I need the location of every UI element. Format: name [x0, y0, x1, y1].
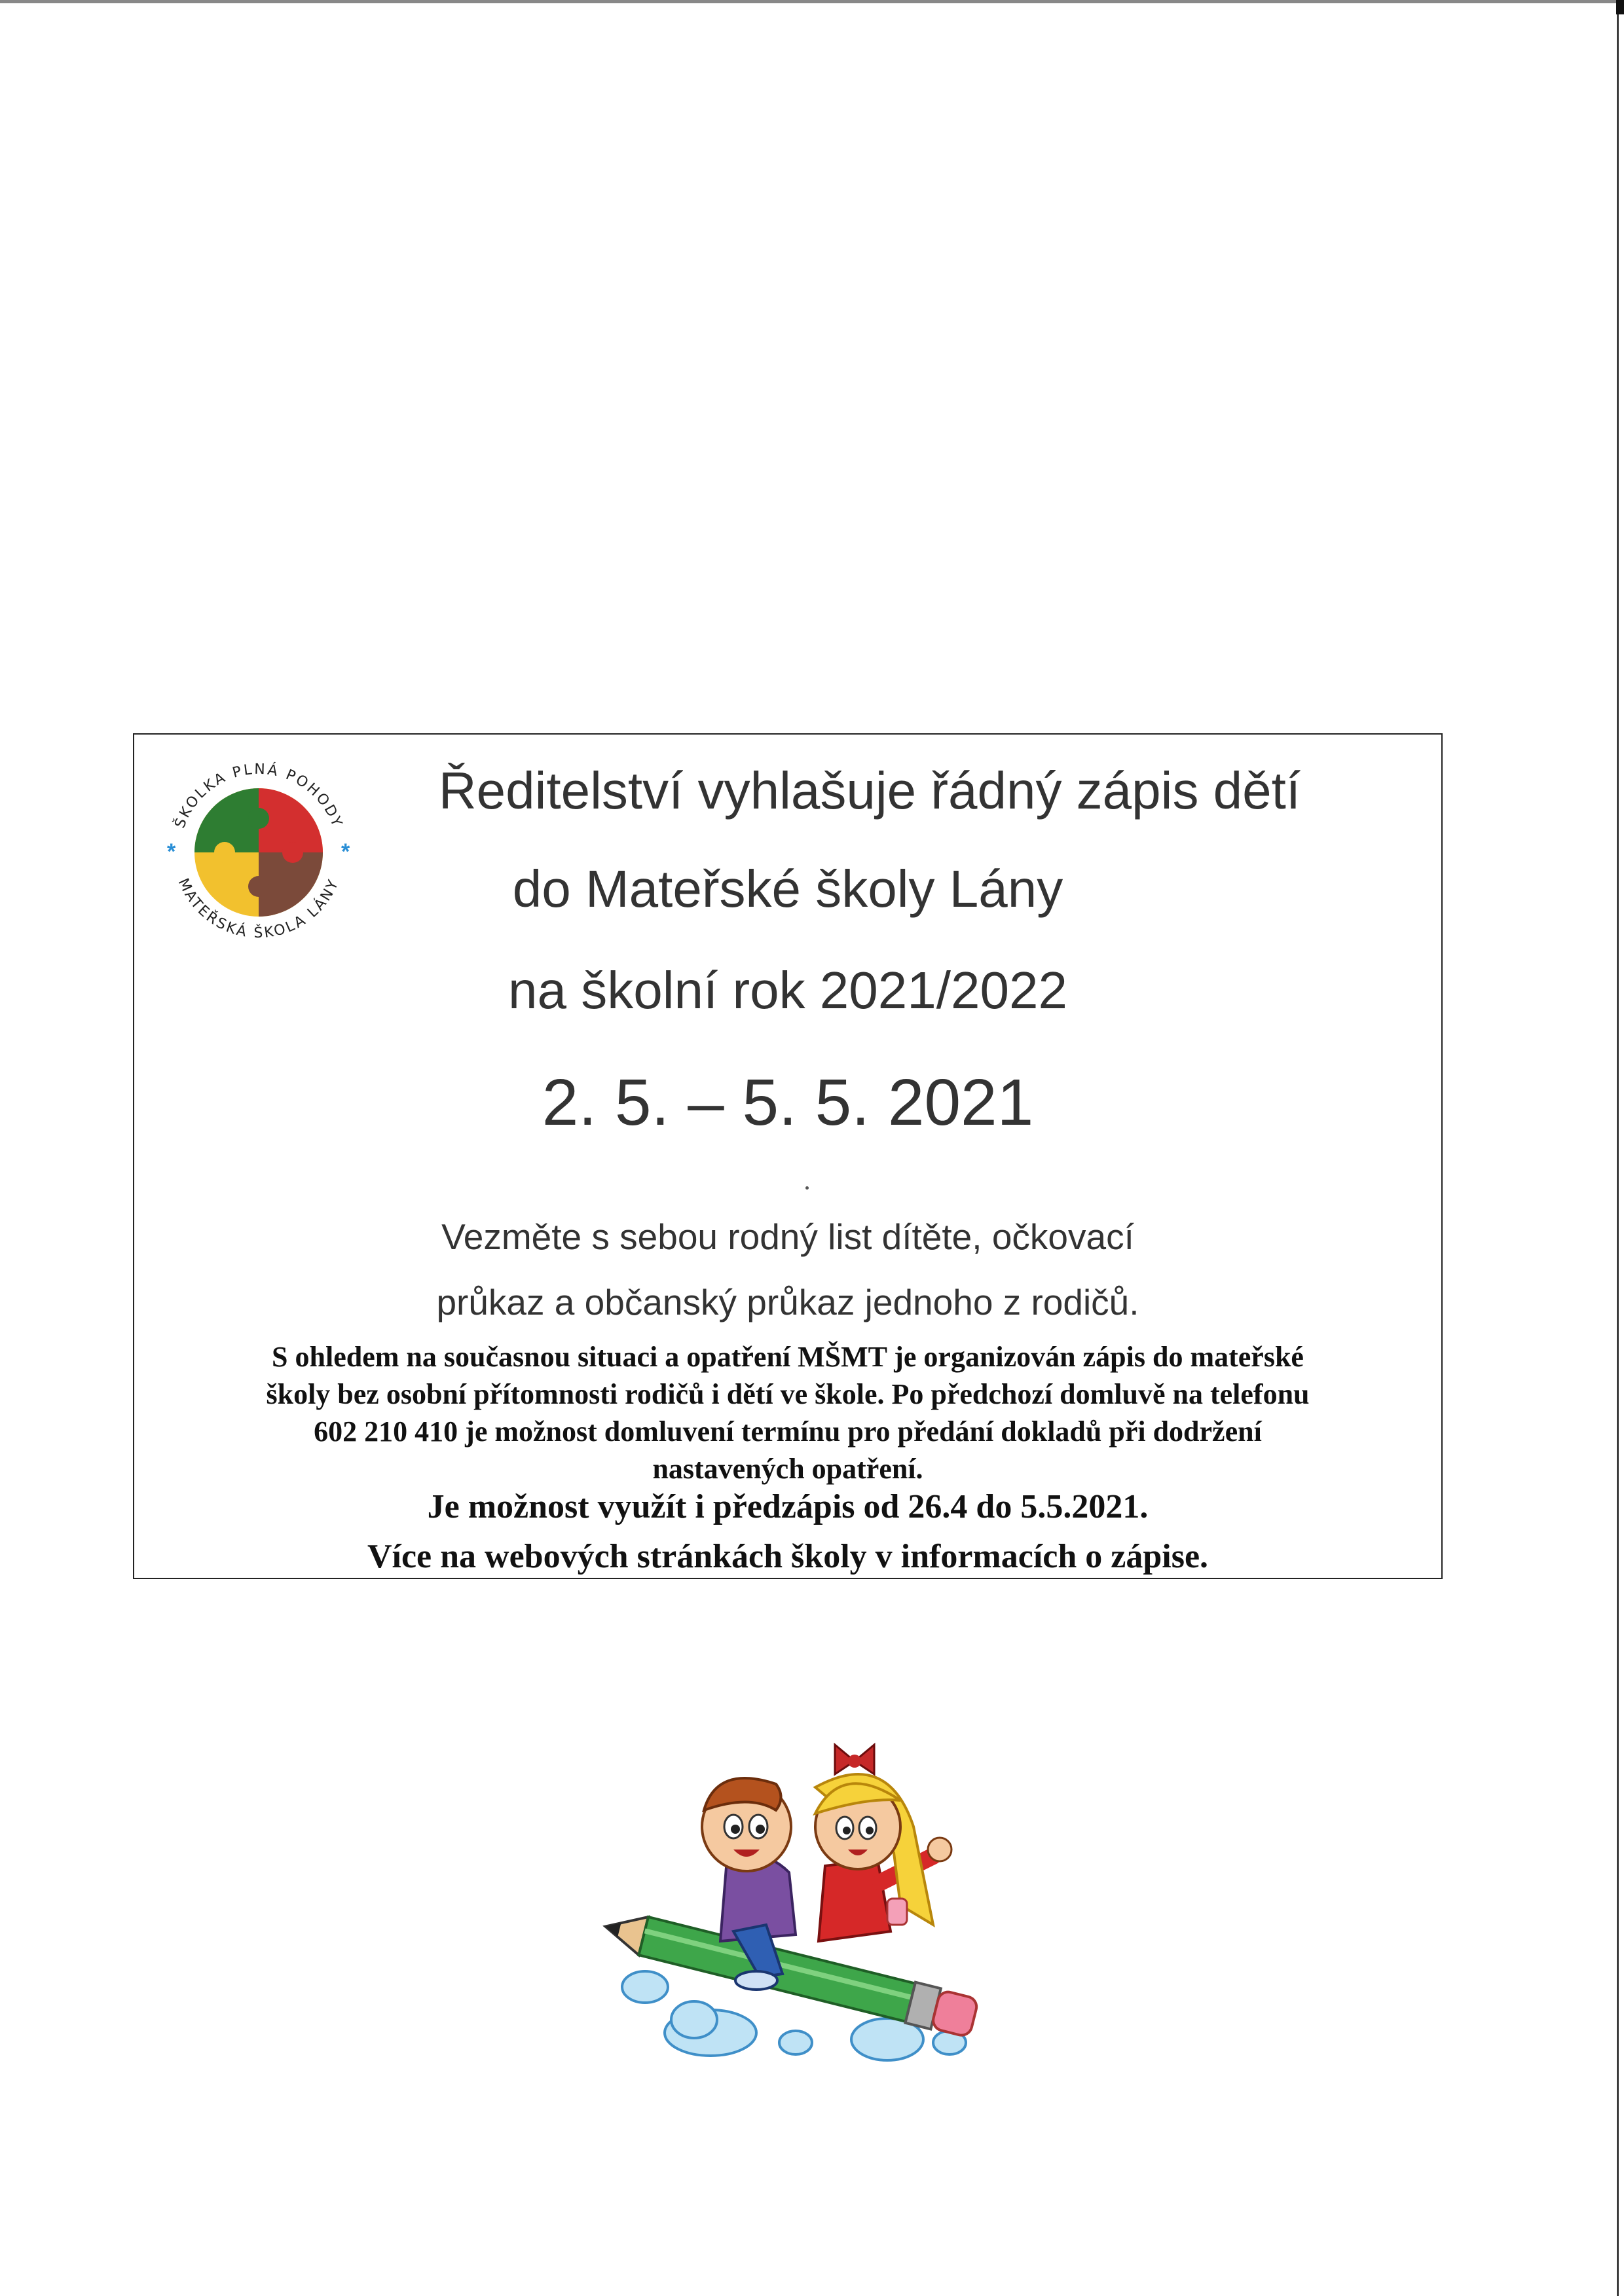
- enrollment-notice-box: [133, 733, 1443, 1579]
- covid-line: S ohledem na současnou situaci a opatření MŠMT je organizován zápis do mateřské: [272, 1341, 1304, 1373]
- scan-edge-right: [1617, 0, 1619, 2296]
- scan-corner-mark: [1616, 0, 1624, 14]
- scan-edge-top: [0, 0, 1624, 3]
- covid-paragraph: [134, 1338, 1441, 1487]
- school-name: do Mateřské školy Lány: [512, 860, 1063, 918]
- pre-enrollment-info: Je možnost využít i předzápis od 26.4 do 5.5.2021.: [427, 1488, 1149, 1525]
- svg-text:MATEŘSKÁ ŠKOLA LÁNY: MATEŘSKÁ ŠKOLA LÁNY: [174, 875, 343, 942]
- enrollment-dates: 2. 5. – 5. 5. 2021: [542, 1066, 1034, 1139]
- notice-heading: Ředitelství vyhlašuje řádný zápis dětí: [438, 761, 1301, 820]
- children-on-pencil-illustration-icon: [599, 1728, 1018, 2095]
- covid-line: nastavených opatření.: [652, 1453, 923, 1485]
- website-info: Více na webových stránkách školy v informacích o zápise.: [367, 1538, 1209, 1575]
- svg-text:*: *: [167, 839, 176, 864]
- stray-dot: [805, 1186, 809, 1190]
- documents-line-2: průkaz a občanský průkaz jednoho z rodičů.: [436, 1282, 1139, 1322]
- school-year: na školní rok 2021/2022: [508, 961, 1067, 1019]
- covid-line: 602 210 410 je možnost domluvení termínu pro předání dokladů při dodržení: [314, 1415, 1262, 1448]
- svg-text:ŠKOLKA PLNÁ POHODY: ŠKOLKA PLNÁ POHODY: [172, 761, 346, 831]
- covid-line: školy bez osobní přítomnosti rodičů i dětí ve škole. Po předchozí domluvě na telefonu: [266, 1378, 1310, 1410]
- svg-text:*: *: [341, 839, 350, 864]
- documents-line-1: Vezměte s sebou rodný list dítěte, očkovací: [441, 1216, 1134, 1257]
